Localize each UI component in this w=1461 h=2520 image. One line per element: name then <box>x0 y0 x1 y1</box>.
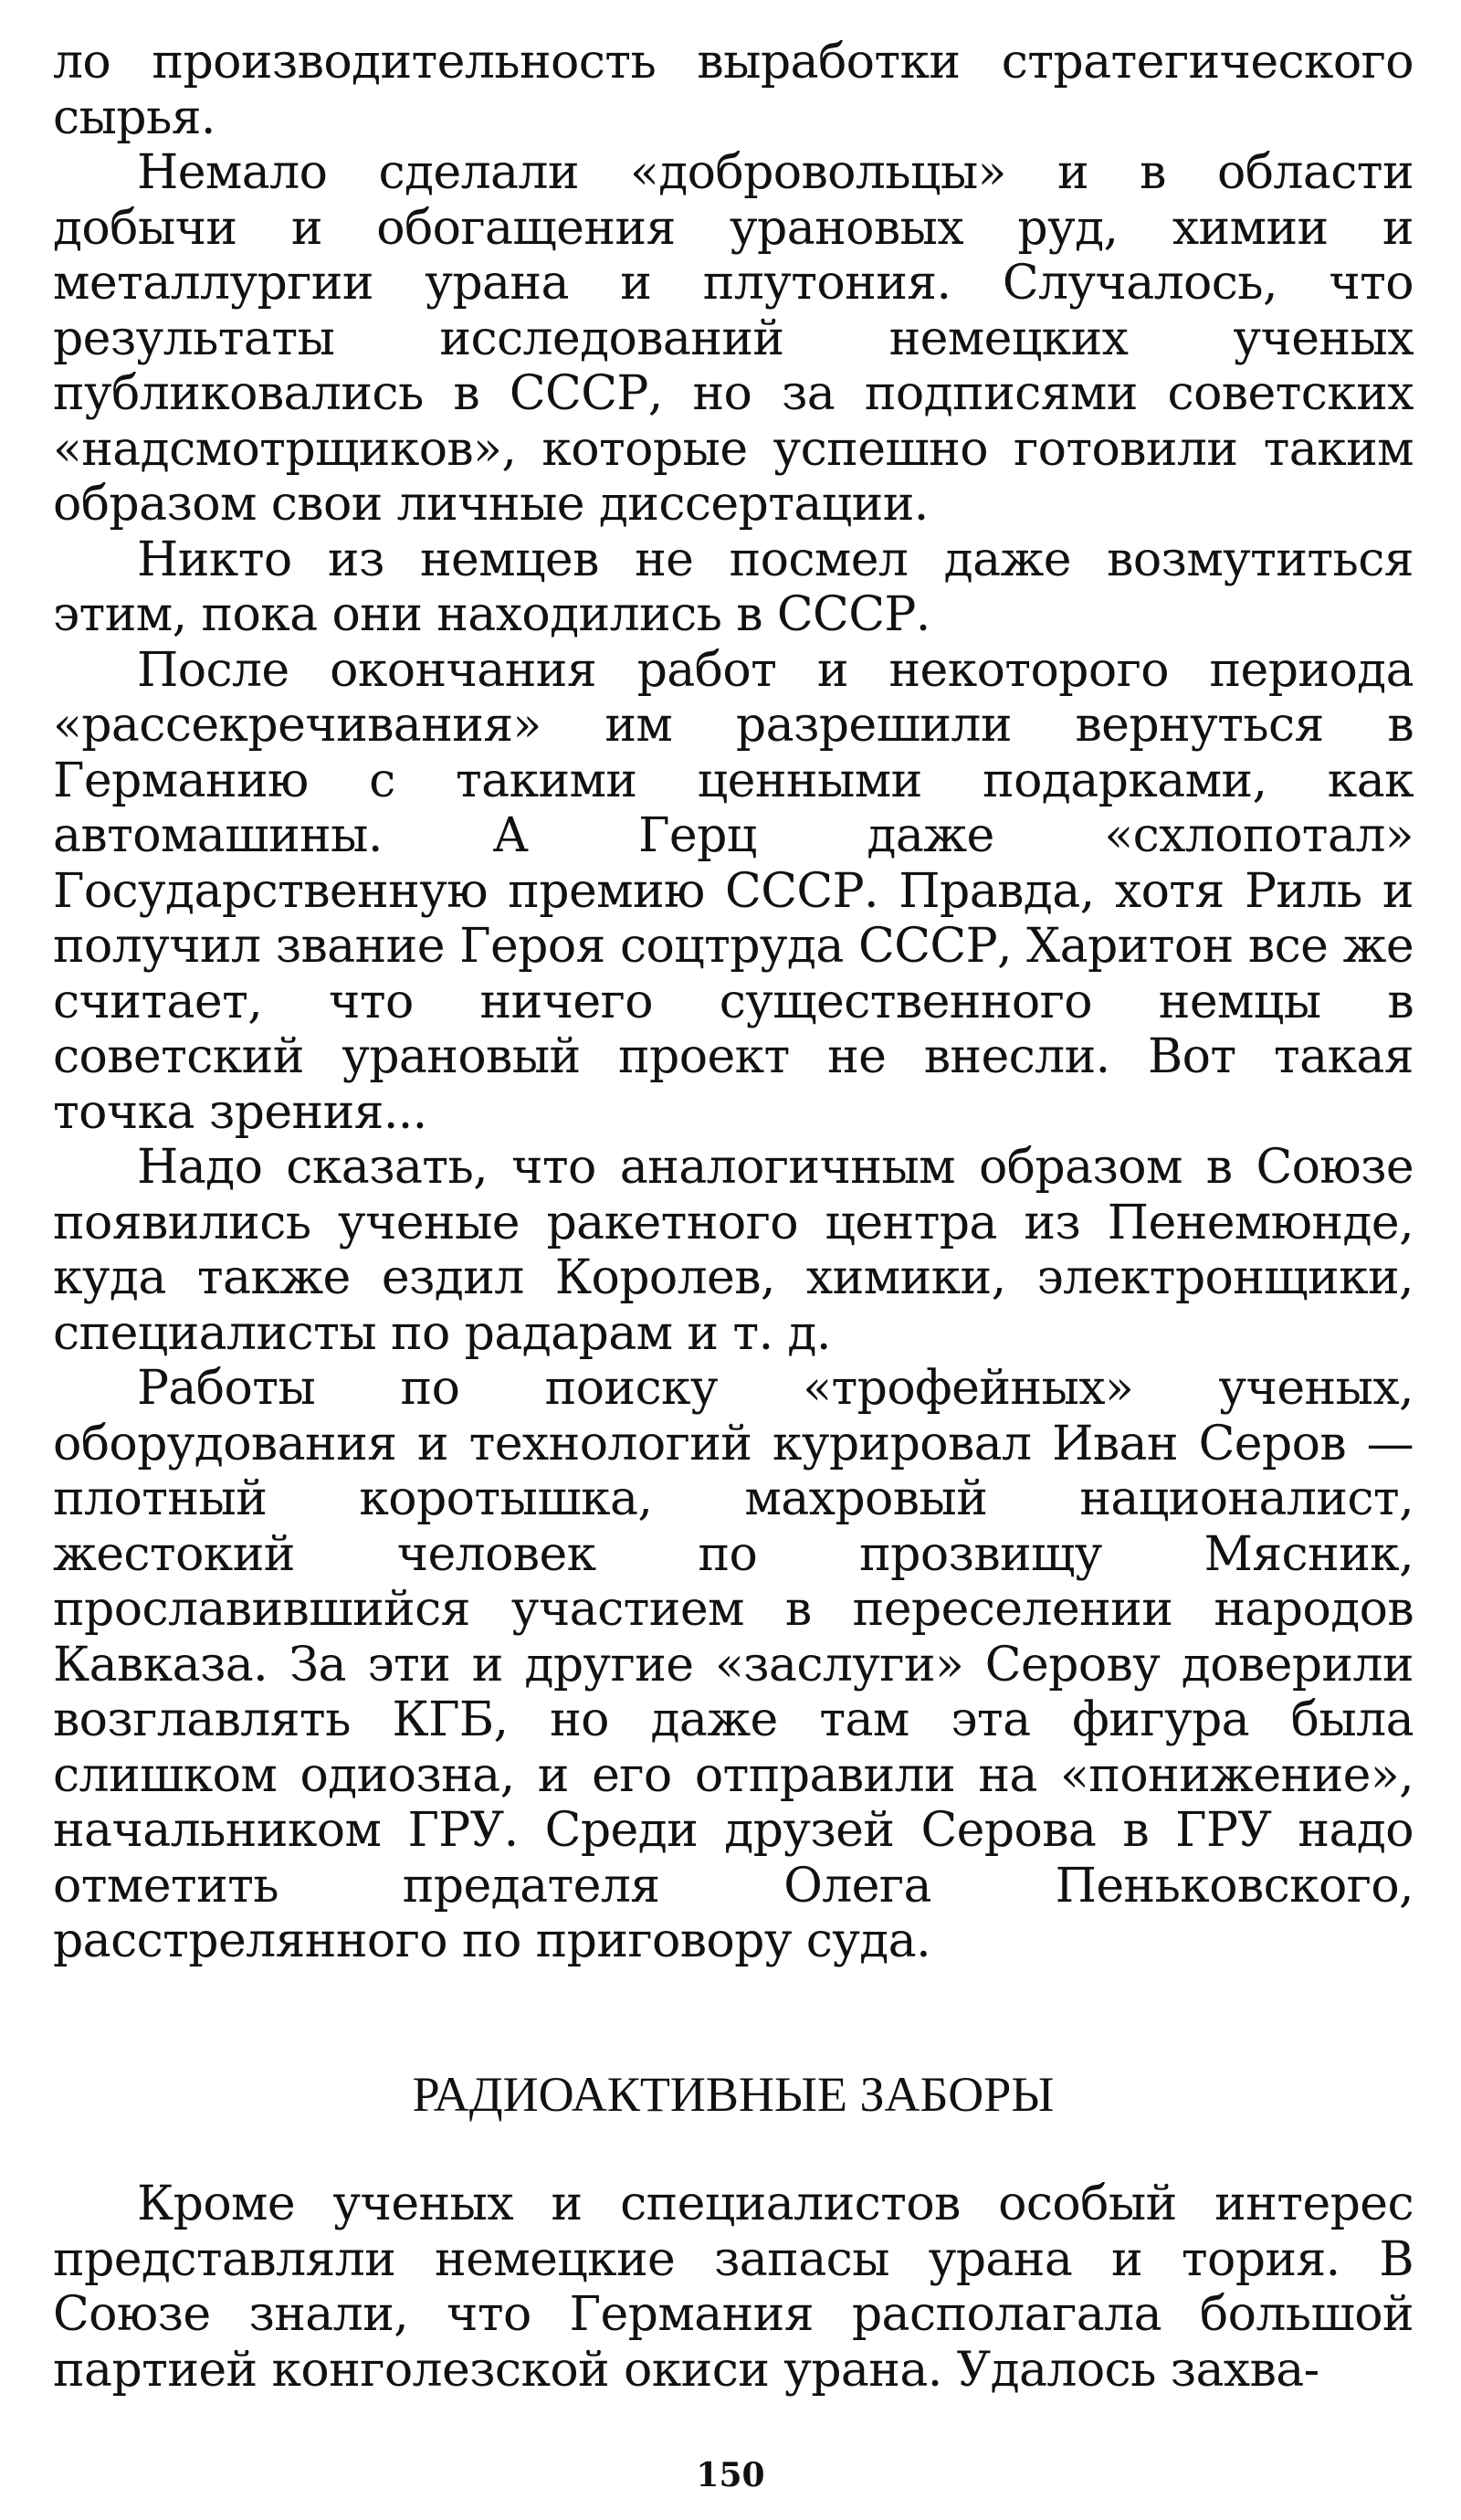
paragraph: Кроме ученых и специалистов особый интерес представляли немецкие запасы урана и тория. В Союзе знали, что Германия располагала большой партией конголезской окиси урана. Удалось захва- <box>53 2177 1414 2398</box>
paragraph: После окончания работ и некоторого периода «рассекречивания» им разрешили вернуться в Германию с такими ценными подарками, как автомашины. А Герц даже «схлопотал» Государственную премию СССР. Правда, хотя Риль и получил звание Героя соцтруда СССР, Харитон все же считает, что ничего существенного немцы в советский урановый проект не внесли. Вот такая точка зрения... <box>53 642 1414 1140</box>
paragraph: Немало сделали «добровольцы» и в области добычи и обогащения урановых руд, химии и металлургии урана и плутония. Случалось, что результаты исследований немецких ученых публиковались в СССР, но за подписями советских «надсмотрщиков», которые успешно готовили таким образом свои личные диссертации. <box>53 145 1414 532</box>
section-body <box>53 35 1414 1969</box>
section-body <box>53 2177 1414 2398</box>
paragraph: Работы по поиску «трофейных» ученых, оборудования и технологий курировал Иван Серов — плотный коротышка, махровый националист, жестокий человек по прозвищу Мясник, прославившийся участием в переселении народов Кавказа. За эти и другие «заслуги» Серову доверили возглавлять КГБ, но даже там эта фигура была слишком одиозна, и его отправили на «понижение», начальником ГРУ. Среди друзей Серова в ГРУ надо отметить предателя Олега Пеньковского, расстрелянного по приговору суда. <box>53 1361 1414 1968</box>
page-number: 150 <box>696 2456 765 2494</box>
section-heading: РАДИОАКТИВНЫЕ ЗАБОРЫ <box>412 2067 1055 2122</box>
paragraph: ло производительность выработки стратегического сырья. <box>53 35 1414 145</box>
paragraph: Надо сказать, что аналогичным образом в Союзе появились ученые ракетного центра из Пенемюнде, куда также ездил Королев, химики, электронщики, специалисты по радарам и т. д. <box>53 1140 1414 1361</box>
paragraph: Никто из немцев не посмел даже возмутиться этим, пока они находились в СССР. <box>53 532 1414 642</box>
book-page <box>53 35 1414 2398</box>
